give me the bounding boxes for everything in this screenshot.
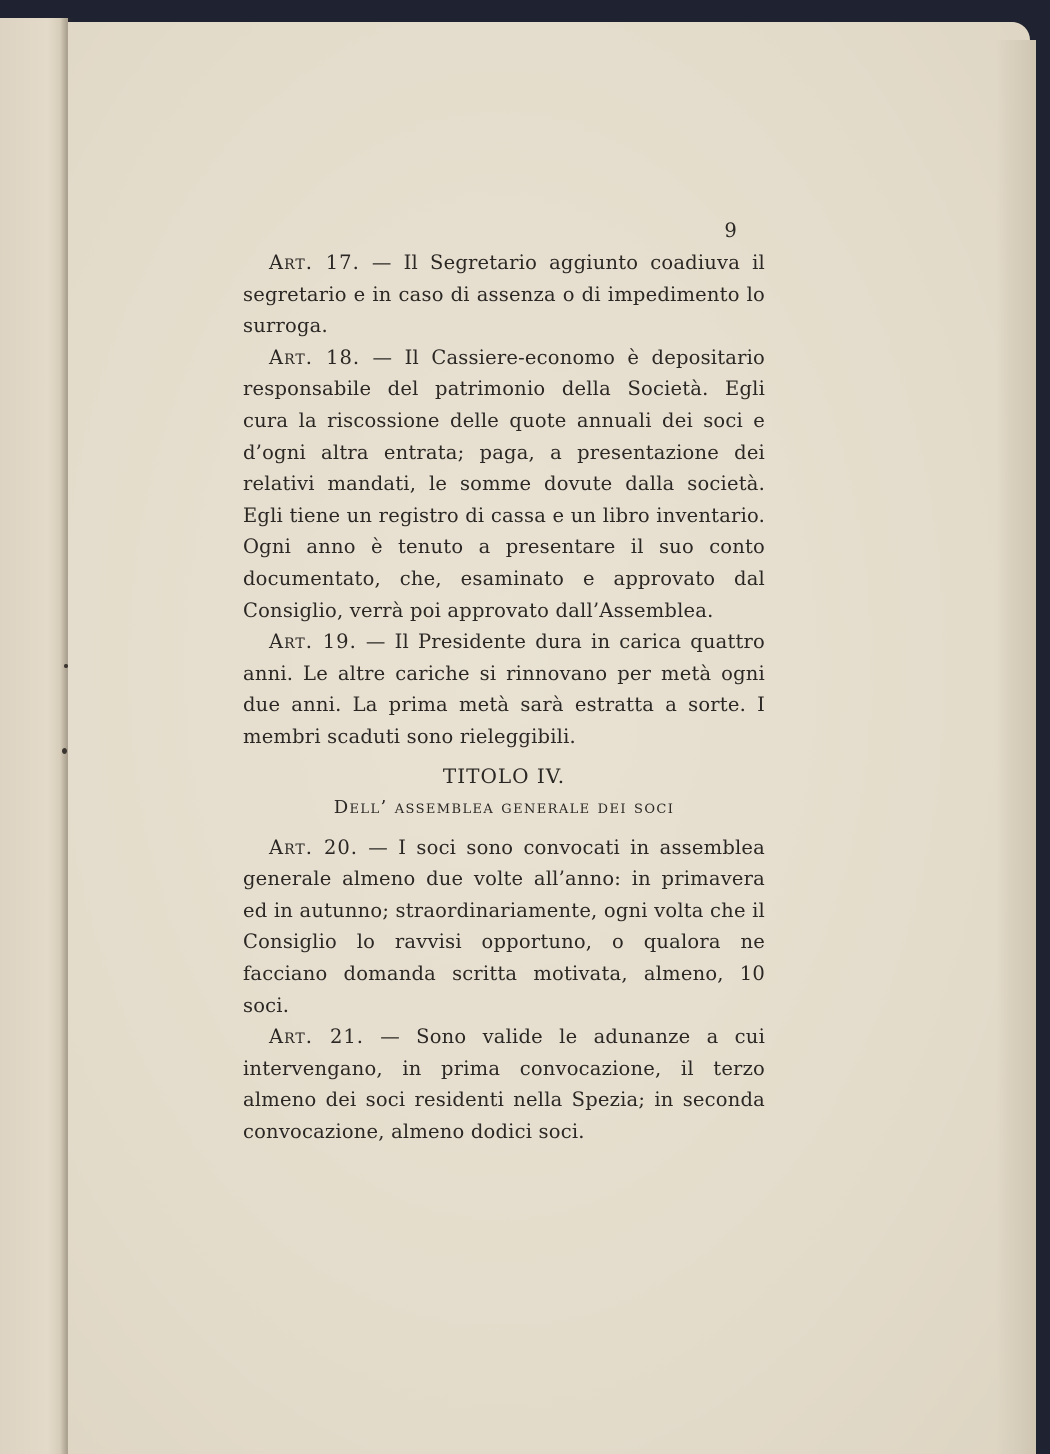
article-text: — Sono valide le adunanze a cui intervengano, in prima convocazione, il terzo almeno dei soci residenti nella Spezia; in seconda convocazione, almeno dodici soci. — [243, 1025, 766, 1144]
page-text — [243, 215, 765, 1148]
article-text: — Il Segretario aggiunto coadiuva il segretario e in caso di assenza o di impedimento lo surroga. — [243, 251, 765, 338]
article-20 — [243, 832, 765, 1022]
section-title: TITOLO IV. — [442, 763, 566, 788]
article-label: Art. 20. — [269, 835, 358, 859]
article-label: Art. 18. — [269, 345, 361, 369]
article-label: Art. 21. — [269, 1025, 364, 1049]
article-18 — [243, 342, 765, 626]
article-text: — I soci sono convocati in assemblea generale almeno due volte all’anno: in primavera ed in autunno; straordinariamente, ogni volta che il Consiglio lo ravvisi opportuno, o qualora ne facciano domanda scritta motivata, almeno, 10 soci. — [243, 835, 766, 1017]
article-text: — Il Presidente dura in carica quattro anni. Le altre cariche si rinnovano per metà ogni due anni. La prima metà sarà estratta a sorte. I membri scaduti sono rieleggibili. — [243, 630, 765, 748]
article-label: Art. 17. — [269, 251, 360, 274]
article-label: Art. 19. — [269, 630, 357, 654]
section-subtitle: Dell’ assemblea generale dei soci — [333, 797, 675, 819]
article-19 — [243, 626, 765, 752]
article-17 — [243, 247, 765, 342]
article-21 — [243, 1021, 765, 1147]
page-number: 9 — [724, 219, 737, 242]
right-page-worn-edge — [996, 40, 1036, 1454]
left-page-edge — [0, 18, 68, 1454]
ink-speck — [64, 664, 68, 668]
ink-speck — [62, 748, 67, 754]
article-text: — Il Cassiere-economo è depositario responsabile del patrimonio della Società. Egli cura la riscossione delle quote annuali dei soci e d’ogni altra entrata; paga, a presentazione dei relativi mandati, le somme dovute dalla società. Egli tiene un registro di cassa e un libro inventario. Ogni anno è tenuto a presentare il suo conto documentato, che, esaminato e approvato dal Consiglio, verrà poi approvato dall’Assemblea. — [243, 345, 765, 622]
